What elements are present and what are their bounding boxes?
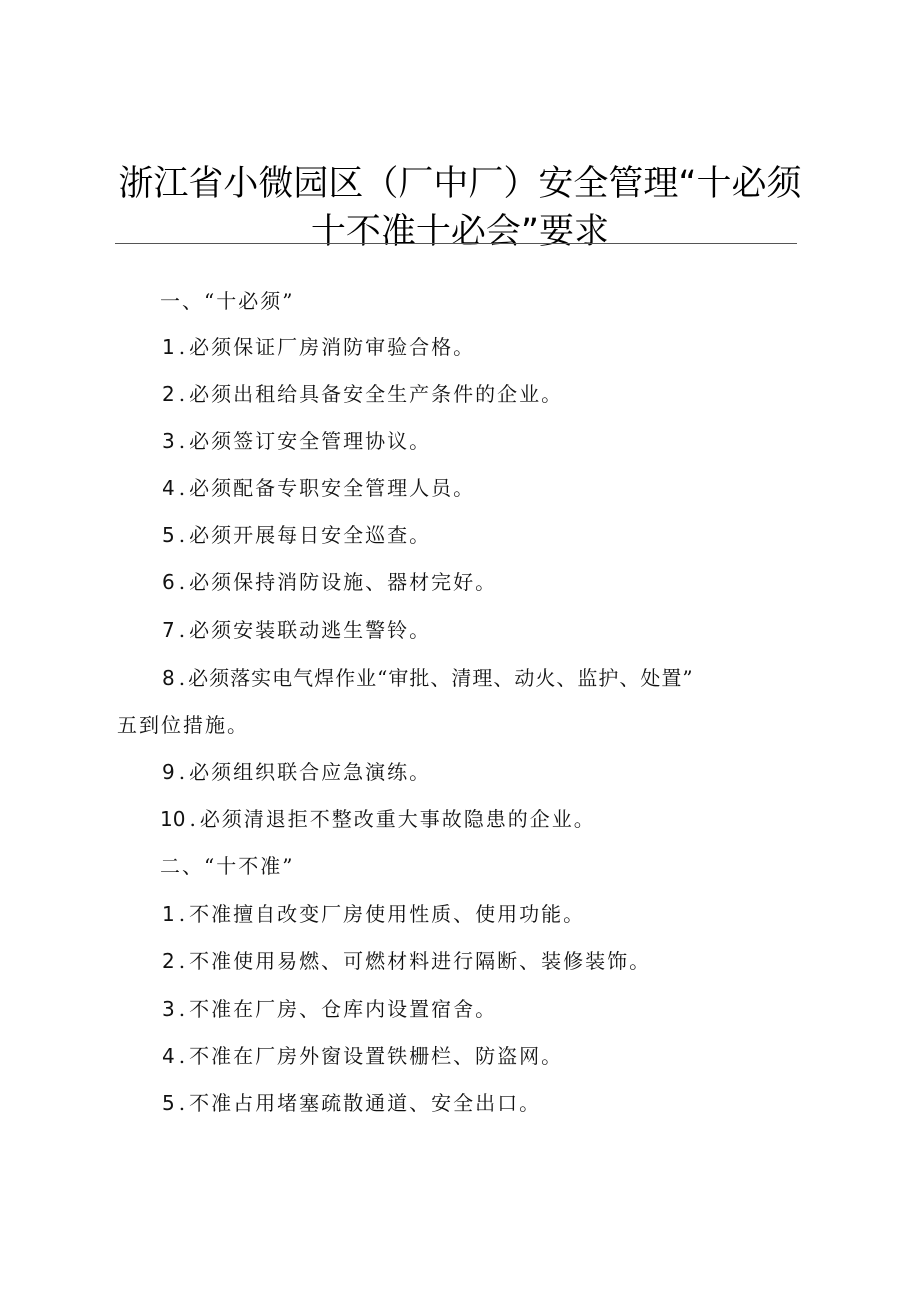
list-item: 5 . 必须开展每日安全巡查。 xyxy=(162,523,432,547)
item-text: 不准在厂房外窗设置铁栅栏、防盗网。 xyxy=(189,1044,564,1068)
document-title-line-1: 浙江省小微园区（厂中厂）安全管理“十必须 xyxy=(118,164,802,204)
item-text: 必须开展每日安全巡查。 xyxy=(189,523,432,547)
item-number: 7 xyxy=(162,618,175,642)
list-item: 9 . 必须组织联合应急演练。 xyxy=(162,760,432,784)
list-item: 10 . 必须清退拒不整改重大事故隐患的企业。 xyxy=(160,807,596,831)
item-text: 不准使用易燃、可燃材料进行隔断、装修装饰。 xyxy=(189,949,652,973)
item-text: 必须清退拒不整改重大事故隐患的企业。 xyxy=(199,807,596,831)
item-text: 必须安装联动逃生警铃。 xyxy=(189,618,432,642)
list-item-continuation: 五到位措施。 xyxy=(117,713,249,737)
item-number: 3 xyxy=(162,429,175,453)
item-text: 必须配备专职安全管理人员。 xyxy=(189,476,476,500)
title-divider xyxy=(115,243,797,244)
list-item: 2 . 必须出租给具备安全生产条件的企业。 xyxy=(162,382,564,406)
item-number: 9 xyxy=(162,760,175,784)
document-title-line-2: 十不准十必会”要求 xyxy=(310,212,610,252)
item-text: 不准在厂房、仓库内设置宿舍。 xyxy=(189,997,498,1021)
item-number: 5 xyxy=(162,1091,175,1115)
section-heading-must-not: 二、“十不准” xyxy=(160,854,295,878)
list-item: 8 . 必须落实电气焊作业“审批、清理、动火、监护、处置” xyxy=(162,666,694,690)
item-number: 2 xyxy=(162,949,175,973)
list-item: 2 . 不准使用易燃、可燃材料进行隔断、装修装饰。 xyxy=(162,949,652,973)
item-text: 必须签订安全管理协议。 xyxy=(189,429,432,453)
list-item: 1 . 不准擅自改变厂房使用性质、使用功能。 xyxy=(162,902,586,926)
item-number: 6 xyxy=(162,570,175,594)
item-text: 不准占用堵塞疏散通道、安全出口。 xyxy=(189,1091,542,1115)
list-item: 5 . 不准占用堵塞疏散通道、安全出口。 xyxy=(162,1091,542,1115)
section-heading-must: 一、“十必须” xyxy=(160,289,295,313)
list-item: 3 . 必须签订安全管理协议。 xyxy=(162,429,432,453)
item-text: 必须组织联合应急演练。 xyxy=(189,760,432,784)
item-text: 必须出租给具备安全生产条件的企业。 xyxy=(189,382,564,406)
item-number: 10 xyxy=(160,807,186,831)
item-text: 必须保持消防设施、器材完好。 xyxy=(189,570,498,594)
item-number: 4 xyxy=(162,476,175,500)
item-number: 8 xyxy=(162,666,175,690)
item-number: 1 xyxy=(162,335,175,359)
item-number: 2 xyxy=(162,382,175,406)
item-number: 3 xyxy=(162,997,175,1021)
item-text: 必须保证厂房消防审验合格。 xyxy=(189,335,476,359)
list-item: 3 . 不准在厂房、仓库内设置宿舍。 xyxy=(162,997,498,1021)
list-item: 1 . 必须保证厂房消防审验合格。 xyxy=(162,335,476,359)
list-item: 4 . 必须配备专职安全管理人员。 xyxy=(162,476,476,500)
list-item: 7 . 必须安装联动逃生警铃。 xyxy=(162,618,432,642)
item-text: 必须落实电气焊作业“审批、清理、动火、监护、处置” xyxy=(188,666,694,690)
item-number: 4 xyxy=(162,1044,175,1068)
item-number: 1 xyxy=(162,902,175,926)
item-text: 不准擅自改变厂房使用性质、使用功能。 xyxy=(189,902,586,926)
item-number: 5 xyxy=(162,523,175,547)
list-item: 6 . 必须保持消防设施、器材完好。 xyxy=(162,570,498,594)
list-item: 4 . 不准在厂房外窗设置铁栅栏、防盗网。 xyxy=(162,1044,564,1068)
